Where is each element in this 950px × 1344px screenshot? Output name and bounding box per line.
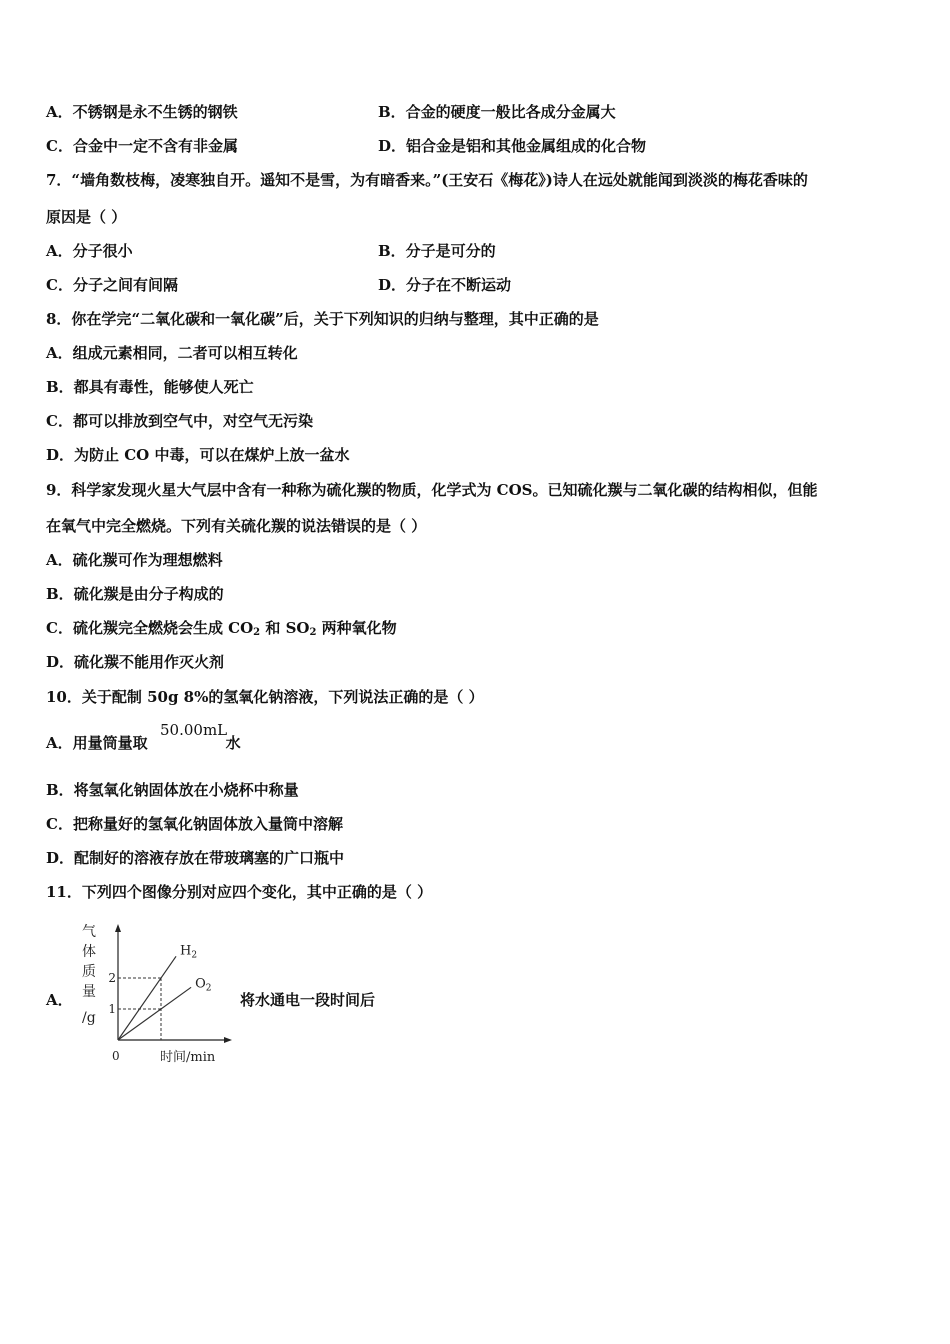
ylabel-char-0: 气: [82, 924, 96, 940]
series-line-o2: [118, 987, 191, 1040]
q7-option-b[interactable]: B．分子是可分的: [378, 242, 496, 260]
q8-stem: 8．你在学完“二氧化碳和一氧化碳”后，关于下列知识的归纳与整理，其中正确的是: [46, 310, 599, 328]
ytick-label-1: 1: [108, 1002, 116, 1016]
q8-option-b[interactable]: B．都具有毒性，能够使人死亡: [46, 378, 254, 396]
y-axis-arrow-icon: [115, 924, 121, 932]
x-axis-label: 时间/min: [160, 1050, 216, 1065]
q7-option-c[interactable]: C．分子之间有间隔: [46, 276, 178, 294]
q6-option-b[interactable]: B．合金的硬度一般比各成分金属大: [378, 103, 616, 121]
q9-option-a[interactable]: A．硫化羰可作为理想燃料: [46, 551, 223, 569]
q10-option-d[interactable]: D．配制好的溶液存放在带玻璃塞的广口瓶中: [46, 849, 345, 867]
ytick-label-2: 2: [108, 971, 116, 985]
q9-option-d[interactable]: D．硫化羰不能用作灭火剂: [46, 653, 225, 671]
q9-option-c-pre: C．硫化羰完全燃烧会生成 CO: [46, 619, 254, 637]
q9-option-c-sub2: 2: [309, 627, 317, 638]
q7-stem-line1: 7．“墙角数枝梅，凌寒独自开。遥知不是雪，为有暗香来。”(王安石《梅花》)诗人在远处就能闻到淡淡的梅花香味的: [46, 171, 808, 189]
x-axis-arrow-icon: [224, 1037, 232, 1043]
electrolysis-graph: [80, 918, 240, 1068]
q7-option-d[interactable]: D．分子在不断运动: [378, 276, 512, 294]
q6-option-d[interactable]: D．铝合金是铝和其他金属组成的化合物: [378, 137, 647, 155]
q6-option-a[interactable]: A．不锈钢是永不生锈的钢铁: [46, 103, 238, 121]
q8-option-d[interactable]: D．为防止 CO 中毒，可以在煤炉上放一盆水: [46, 446, 350, 464]
q9-option-c-mid: 和 SO: [260, 619, 310, 637]
ylabel-char-3: 量: [82, 984, 96, 1000]
q10-option-a-pre: A．用量筒量取: [46, 734, 148, 752]
ylabel-char-1: 体: [82, 944, 96, 960]
q9-option-c-post: 两种氧化物: [316, 619, 397, 637]
q9-option-c-sub1: 2: [253, 627, 261, 638]
series-label-h2: $H_2$: [180, 943, 198, 961]
q10-option-b[interactable]: B．将氢氧化钠固体放在小烧杯中称量: [46, 781, 299, 799]
series-line-h2: [118, 956, 176, 1040]
q9-stem-line1: 9．科学家发现火星大气层中含有一种称为硫化羰的物质，化学式为 COS。已知硫化羰与二氧化碳的结构相似，但能: [46, 481, 818, 499]
q10-option-c[interactable]: C．把称量好的氢氧化钠固体放入量筒中溶解: [46, 815, 343, 833]
q9-stem-line2: 在氧气中完全燃烧。下列有关硫化羰的说法错误的是（ ）: [46, 517, 427, 535]
q10-volume-value: 50.00mL: [160, 721, 228, 739]
q11-option-a-text: 将水通电一段时间后: [240, 991, 376, 1009]
q9-option-b[interactable]: B．硫化羰是由分子构成的: [46, 585, 224, 603]
q9-option-c[interactable]: [46, 619, 397, 642]
q8-option-c[interactable]: C．都可以排放到空气中，对空气无污染: [46, 412, 313, 430]
series-label-o2: $O_2$: [195, 976, 212, 994]
q10-stem: 10．关于配制 50g 8%的氢氧化钠溶液，下列说法正确的是（ ）: [46, 688, 484, 706]
ylabel-char-2: 质: [82, 964, 96, 980]
q6-option-c[interactable]: C．合金中一定不含有非金属: [46, 137, 238, 155]
q8-option-a[interactable]: A．组成元素相同，二者可以相互转化: [46, 344, 298, 362]
q7-option-a[interactable]: A．分子很小: [46, 242, 133, 260]
origin-label: 0: [112, 1049, 120, 1063]
q11-stem: 11．下列四个图像分别对应四个变化，其中正确的是（ ）: [46, 883, 433, 901]
q10-option-a-post: 水: [225, 734, 241, 752]
ylabel-char-4: /g: [82, 1010, 96, 1026]
q7-stem-line2: 原因是（ ）: [46, 208, 127, 226]
q11-option-a-label[interactable]: A．: [46, 991, 73, 1009]
